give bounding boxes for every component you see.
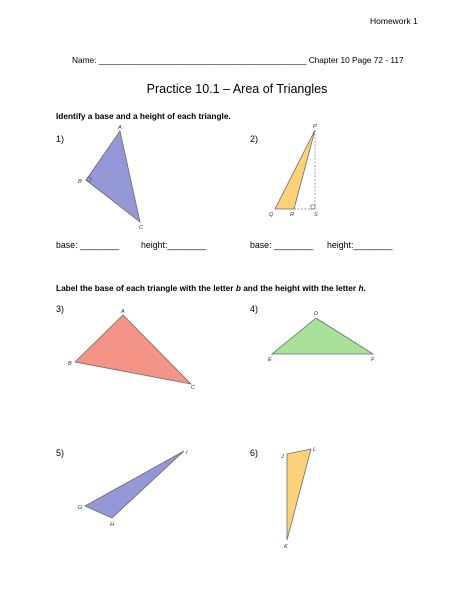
page-title: Practice 10.1 – Area of Triangles	[146, 82, 328, 96]
triangle-def	[268, 311, 375, 363]
triangle-3-shape	[75, 315, 191, 384]
vertex-label-r: R	[290, 212, 295, 218]
vertex-label-d: D	[314, 311, 319, 317]
triangle-ghi	[78, 450, 188, 528]
problem-number-6: 6)	[250, 448, 259, 458]
vertex-label-s: S	[314, 212, 318, 218]
problem-number-3: 3)	[56, 304, 65, 314]
vertex-label-l: L	[313, 447, 317, 453]
homework-label: Homework 1	[370, 16, 418, 26]
vertex-label-f: F	[371, 357, 375, 363]
base-blank-1: base: ________	[56, 240, 120, 250]
vertex-label-p: P	[313, 124, 317, 130]
vertex-label-a: A	[121, 309, 125, 315]
triangle-4-shape	[272, 318, 373, 354]
instruction-identify: Identify a base and a height of each triangle.	[56, 111, 231, 121]
triangle-abc-3	[68, 309, 196, 391]
triangle-abc-1	[78, 125, 144, 231]
triangle-1-shape	[86, 131, 140, 222]
vertex-label-e: E	[268, 357, 272, 363]
vertex-label-b: B	[78, 179, 82, 185]
vertex-label-c: C	[139, 225, 144, 231]
name-chapter-line: Name: _____________________________________________ Chapter 10 Page 72 - 117	[72, 55, 404, 65]
base-blank-2: base: ________	[250, 240, 314, 250]
triangle-jkl	[280, 447, 316, 550]
vertex-label-g: G	[78, 505, 83, 511]
vertex-label-j: J	[281, 454, 284, 460]
height-blank-2: height:________	[327, 240, 393, 250]
problem-number-1: 1)	[56, 134, 65, 144]
vertex-label-b: B	[68, 361, 72, 367]
vertex-label-i: I	[186, 450, 188, 456]
vertex-label-c: C	[191, 385, 196, 391]
right-angle-mark	[311, 205, 315, 209]
vertex-label-a: A	[118, 125, 122, 131]
problem-number-4: 4)	[250, 304, 259, 314]
vertex-label-q: Q	[269, 212, 274, 218]
triangle-5-shape	[85, 451, 184, 518]
triangle-pqr	[269, 124, 318, 218]
vertex-label-k: K	[284, 544, 288, 550]
triangle-2-shape	[275, 130, 315, 209]
vertex-label-h: H	[110, 522, 115, 528]
triangle-6-shape	[287, 449, 311, 540]
problem-number-5: 5)	[56, 448, 65, 458]
height-blank-1: height:________	[141, 240, 207, 250]
problem-number-2: 2)	[250, 134, 259, 144]
instruction-label: Label the base of each triangle with the letter b and the height with the letter h.	[56, 283, 366, 293]
